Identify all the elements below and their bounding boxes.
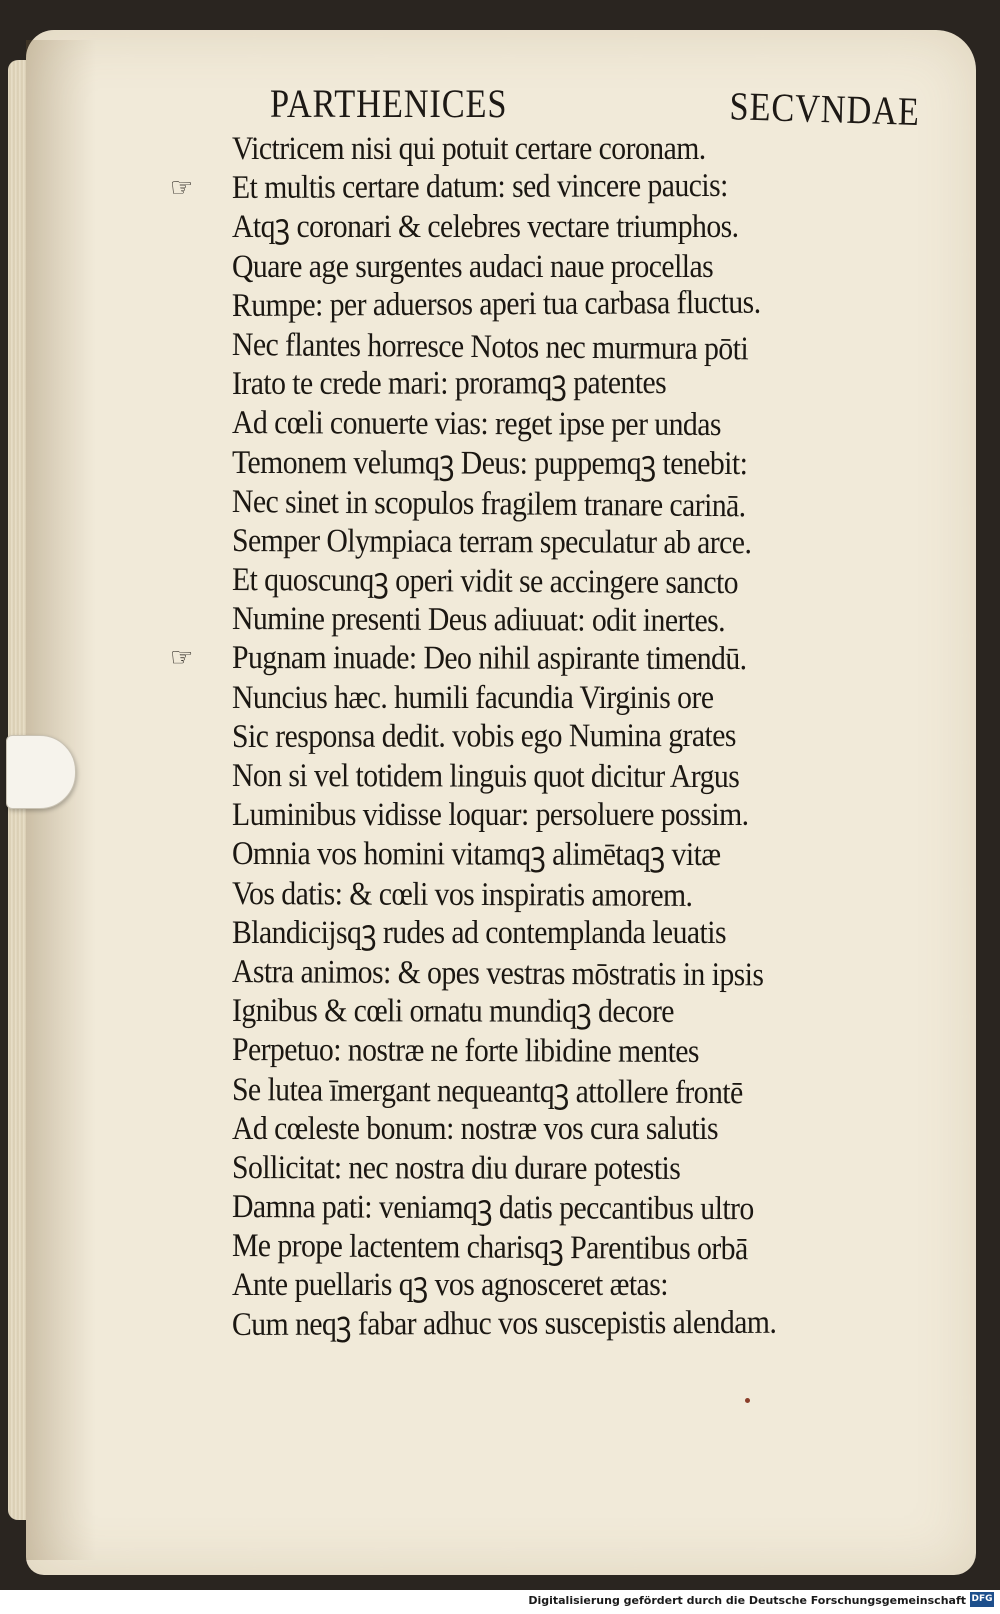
- verse-line: [232, 1071, 922, 1115]
- verse-line: [232, 757, 922, 798]
- dfg-logo: DFG: [970, 1592, 994, 1607]
- verse-line: [232, 248, 922, 287]
- verse-line: [232, 483, 922, 528]
- verse-text: Sollicitat: nec nostra diu durare potestis: [231, 1149, 681, 1187]
- pointing-hand-icon: ☞: [169, 643, 193, 674]
- verse-text: Pugnam inuade: Deo nihil aspirante timendū.: [231, 640, 747, 678]
- verse-text: Blandicijsqꝫ rudes ad contemplanda leuatis: [232, 914, 726, 951]
- verse-text: Semper Olympiaca terram speculatur ab arce.: [231, 522, 752, 562]
- verse-text: Damna pati: veniamqꝫ datis peccantibus ultro: [231, 1189, 754, 1228]
- verse-text: Omnia vos homini vitamqꝫ alimētaqꝫ vitæ: [231, 836, 721, 874]
- verse-text: Irato te crede mari: proramqꝫ patentes: [231, 365, 667, 403]
- ink-show-through: [100, 236, 220, 258]
- verse-line: [232, 1303, 922, 1345]
- verse-text: Et quoscunqꝫ operi vidit se accingere sancto: [231, 562, 739, 602]
- verse-text: Luminibus vidisse loquar: persoluere possim.: [232, 797, 749, 834]
- verse-text: Perpetuo: nostræ ne forte libidine mentes: [231, 1032, 700, 1071]
- verse-text: Et multis certare datum: sed vincere paucis:: [231, 168, 728, 207]
- verse-text: Ad cœli conuerte vias: reget ipse per undas: [231, 405, 722, 444]
- verse-line: [232, 522, 922, 564]
- verse-text: Numine presenti Deus adiuuat: odit inertes.: [231, 601, 726, 640]
- verse-line: [232, 1227, 922, 1271]
- verse-line: [232, 875, 922, 917]
- verse-text: Astra animos: & opes vestras mōstratis in ipsis: [231, 953, 764, 994]
- bookmark-tab: [6, 735, 76, 809]
- verse-text: Cum neqꝫ fabar adhuc vos suscepistis alendam.: [231, 1304, 777, 1343]
- verse-line: [232, 130, 922, 169]
- verse-text: Ad cœleste bonum: nostræ vos cura salutis: [232, 1110, 718, 1147]
- funding-credit: Digitalisierung gefördert durch die Deutsche Forschungsgemeinschaft: [528, 1594, 966, 1607]
- verse-text: Temonem velumqꝫ Deus: puppemqꝫ tenebit:: [231, 444, 748, 482]
- verse-line: [232, 208, 922, 247]
- verse-line: [232, 992, 922, 1033]
- verse-line: [232, 1149, 922, 1190]
- verse-line: [232, 796, 922, 835]
- verse-line: [232, 716, 922, 757]
- running-head-left: PARTHENICES: [270, 81, 508, 126]
- running-head-right: SECVNDAE: [728, 83, 920, 134]
- verse-line: [232, 282, 922, 326]
- pointing-hand-icon: ☞: [169, 173, 193, 204]
- verse-line: [232, 1266, 922, 1305]
- verse-line: [232, 953, 922, 997]
- verse-text: Ante puellaris qꝫ vos agnosceret ætas:: [232, 1267, 668, 1304]
- verse-line: [232, 561, 922, 605]
- verse-line: [232, 600, 922, 642]
- verse-line: [232, 914, 922, 953]
- verse-line: [169, 639, 922, 680]
- verse-text: Quare age surgentes audaci naue procellas: [232, 248, 714, 285]
- verse-text: Victricem nisi qui potuit certare coronam.: [232, 131, 706, 167]
- verse-text: Nec flantes horresce Notos nec murmura pōti: [231, 326, 749, 368]
- verse-line: [169, 166, 922, 208]
- verse-line: [232, 364, 922, 405]
- verse-text: Ignibus & cœli ornatu mundiqꝫ decore: [231, 993, 675, 1031]
- ink-speck: [745, 1398, 750, 1403]
- verse-text: Nec sinet in scopulos fragilem tranare carinā.: [231, 483, 746, 524]
- verse-text: Vos datis: & cœli vos inspiratis amorem.: [231, 875, 693, 914]
- verse-text: Non si vel totidem linguis quot dicitur Argus: [231, 758, 740, 796]
- verse-text: Se lutea īmergant nequeantqꝫ attollere frontē: [231, 1071, 743, 1111]
- verse-line: [232, 1031, 922, 1073]
- verse-text: Sic responsa dedit. vobis ego Numina grates: [231, 717, 736, 755]
- verse-line: [232, 835, 922, 876]
- verse-line: [232, 444, 922, 485]
- verse-block: [169, 130, 922, 1345]
- verse-text: Atqꝫ coronari & celebres vectare triumphos.: [232, 209, 739, 246]
- verse-line: [232, 1110, 922, 1149]
- verse-text: Me prope lactentem charisqꝫ Parentibus orbā: [231, 1228, 748, 1268]
- verse-line: [232, 679, 922, 718]
- verse-line: [232, 404, 922, 446]
- verse-text: Rumpe: per aduersos aperi tua carbasa fluctus.: [231, 284, 761, 324]
- verse-text: Nuncius hæc. humili facundia Virginis ore: [232, 679, 714, 716]
- verse-line: [232, 1188, 922, 1230]
